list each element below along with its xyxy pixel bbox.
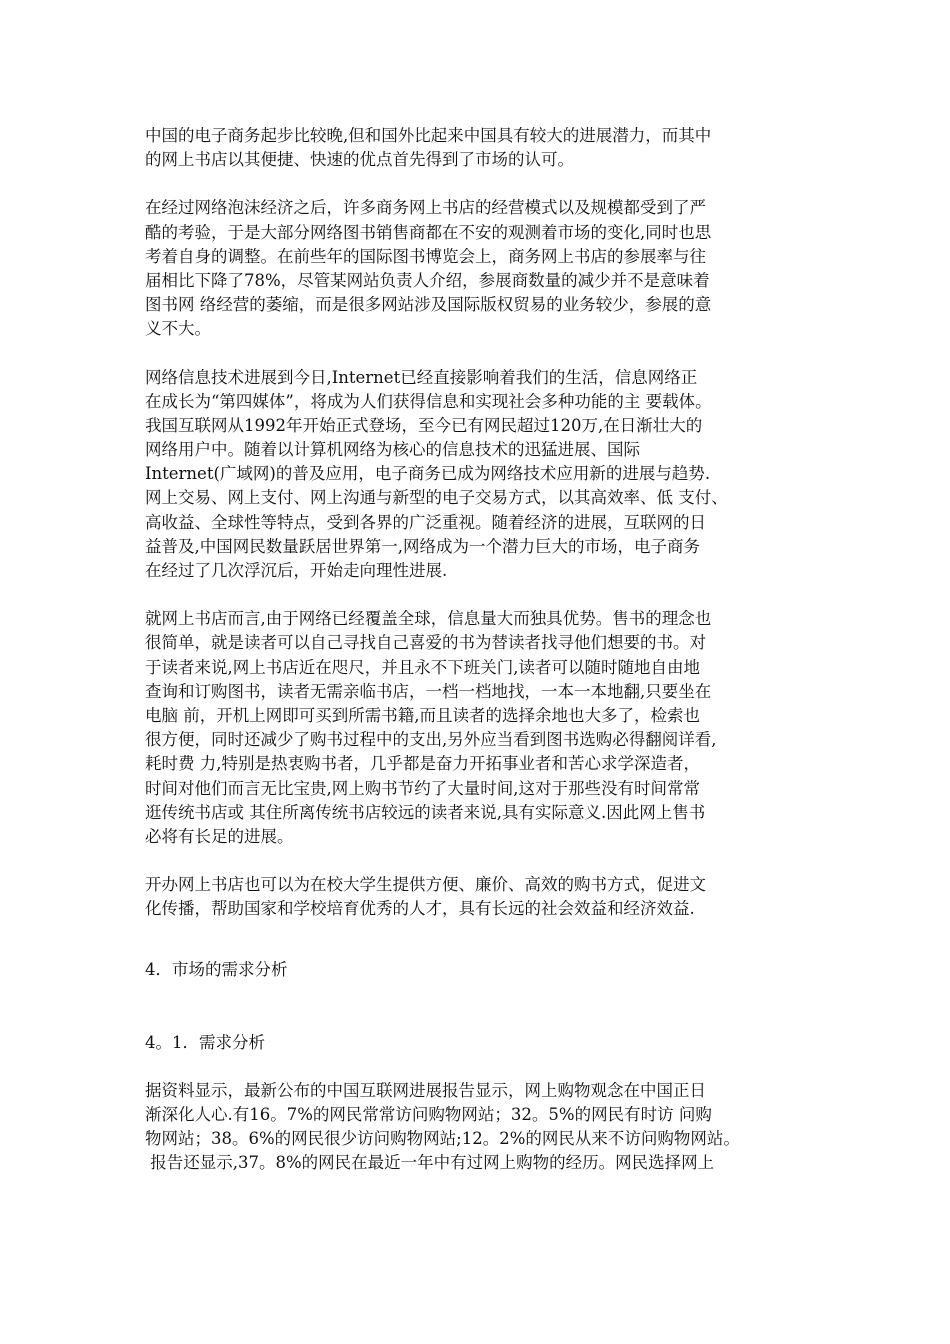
paragraph-online-bookstore [145, 607, 825, 849]
section-heading: 4．市场的需求分析 [145, 960, 288, 980]
paragraph-internet-development [145, 366, 825, 584]
text-line: 开办网上书店也可以为在校大学生提供方便、廉价、高效的购书方式，促进文 [145, 875, 706, 895]
text-line: 逛传统书店或 其住所离传统书店较远的读者来说,具有实际意义.因此网上售书 [145, 802, 706, 822]
text-line: 查询和订购图书，读者无需亲临书店，一档一档地找，一本一本地翻,只要坐在 [145, 681, 712, 701]
text-line: 我国互联网从1992年开始正式登场，至今已有网民超过120万,在日渐壮大的 [145, 415, 703, 435]
text-line: 中国的电子商务起步比较晚,但和国外比起来中国具有较大的进展潜力，而其中 [145, 126, 712, 145]
text-line: 很简单，就是读者可以自己寻找自己喜爱的书为替读者找寻他们想要的书。对 [145, 633, 706, 653]
text-line: 网上交易、网上支付、网上沟通与新型的电子交易方式，以其高效率、低 支付、 [145, 488, 728, 508]
text-line: 化传播，帮助国家和学校培育优秀的人才，具有长远的社会效益和经济效益. [145, 899, 695, 919]
text-line: 必将有长足的进展。 [145, 826, 294, 846]
paragraph-demand-data [145, 1079, 825, 1176]
document-body [145, 124, 825, 1200]
paragraph-bubble-economy [145, 196, 825, 341]
text-line: 时间对他们而言无比宝贵,网上购书节约了大量时间,这对于那些没有时间常常 [145, 778, 700, 798]
text-line: Internet(广域网)的普及应用，电子商务已成为网络技术应用新的进展与趋势. [145, 464, 711, 484]
text-line: 高收益、全球性等特点，受到各界的广泛重视。随着经济的进展，互联网的日 [145, 512, 706, 532]
text-line: 考着自身的调整。在前些年的国际图书博览会上，商务网上书店的参展率与往 [145, 246, 706, 266]
text-line: 物网站；38。6%的网民很少访问购物网站;12。2%的网民从来不访问购物网站。 [145, 1129, 740, 1149]
text-line: 渐深化人心.有16。7%的网民常常访问购物网站；32。5%的网民有时访 问购 [145, 1105, 712, 1124]
text-line: 耗时费 力,特别是热衷购书者，几乎都是奋力开拓事业者和苦心求学深造者， [145, 754, 700, 774]
text-line: 网络用户中。随着以计算机网络为核心的信息技术的迅猛进展、国际 [145, 440, 640, 460]
text-line: 届相比下降了78%，尽管某网站负责人介绍，参展商数量的减少并不是意味着 [145, 270, 710, 290]
subsection-heading: 4。1．需求分析 [145, 1032, 265, 1052]
text-line: 很方便，同时还减少了购书过程中的支出,另外应当看到图书选购必得翻阅详看, [145, 730, 717, 750]
text-line: 义不大。 [145, 319, 211, 339]
text-line: 图书网 络经营的萎缩，而是很多网站涉及国际版权贸易的业务较少，参展的意 [145, 295, 712, 315]
text-line: 酷的考验，于是大部分网络图书销售商都在不安的观测着市场的变化,同时也思 [145, 222, 712, 242]
paragraph-student-benefit [145, 873, 825, 921]
text-line: 在经过网络泡沫经济之后，许多商务网上书店的经营模式以及规模都受到了严 [145, 198, 706, 218]
text-line: 在经过了几次浮沉后，开始走向理性进展. [145, 561, 448, 580]
text-line: 报告还显示,37。8%的网民在最近一年中有过网上购物的经历。网民选择网上 [145, 1153, 715, 1173]
paragraph-ecommerce-intro [145, 124, 825, 172]
text-line: 益普及,中国网民数量跃居世界第一,网络成为一个潜力巨大的市场，电子商务 [145, 536, 700, 556]
text-line: 就网上书店而言,由于网络已经覆盖全球，信息量大而独具优势。售书的理念也 [145, 609, 712, 629]
text-line: 在成长为“第四媒体”，将成为人们获得信息和实现社会多种功能的主 要载体。 [145, 391, 712, 411]
text-line: 网络信息技术进展到今日,Internet已经直接影响着我们的生活，信息网络正 [145, 367, 698, 387]
text-line: 据资料显示，最新公布的中国互联网进展报告显示，网上购物观念在中国正日 [145, 1080, 706, 1100]
text-line: 电脑 前，开机上网即可买到所需书籍,而且读者的选择余地也大多了，检索也 [145, 705, 700, 725]
text-line: 于读者来说,网上书店近在咫尺，并且永不下班关门,读者可以随时随地自由地 [145, 657, 700, 677]
text-line: 的网上书店以其便捷、快速的优点首先得到了市场的认可。 [145, 150, 574, 170]
